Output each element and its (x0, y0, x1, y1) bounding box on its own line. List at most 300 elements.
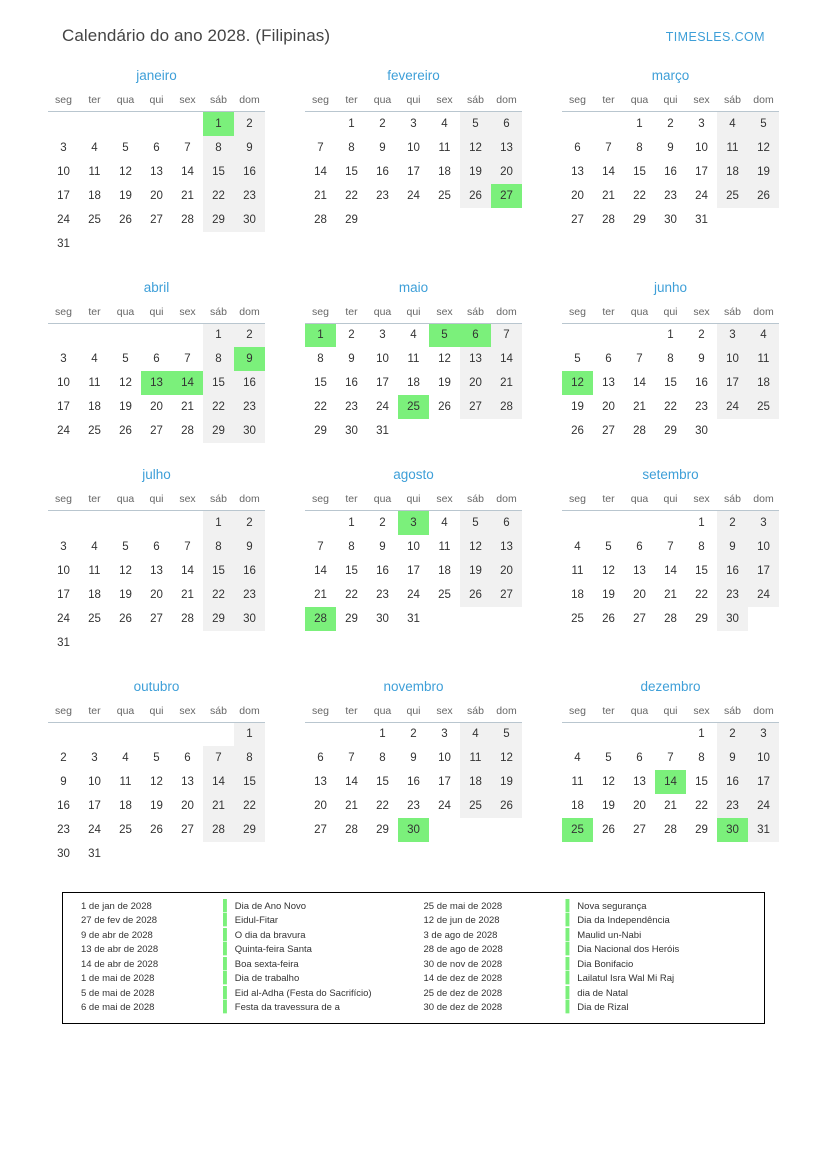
empty-cell (717, 419, 748, 443)
day-cell: 11 (717, 136, 748, 160)
weekday-header: dom (748, 303, 779, 324)
weekday-header: sáb (203, 702, 234, 723)
weekday-header: ter (593, 91, 624, 112)
week-row (48, 535, 265, 559)
day-cell: 18 (460, 770, 491, 794)
day-cell: 22 (345, 588, 358, 601)
week-row (305, 607, 522, 631)
empty-cell (79, 722, 110, 746)
day-cell: 16 (717, 559, 748, 583)
day-cell: 22 (203, 395, 234, 419)
legend-item (414, 899, 757, 914)
day-cell: 28 (491, 395, 522, 419)
empty-cell (141, 842, 172, 866)
page-title: Calendário do ano 2028. (Filipinas) (62, 26, 331, 45)
day-cell: 24 (57, 425, 70, 437)
empty-cell (234, 842, 265, 866)
day-cell: 26 (460, 583, 491, 607)
empty-cell (79, 232, 110, 256)
month-name: março (651, 68, 690, 83)
weekday-header: seg (562, 490, 593, 511)
weekday-header: qui (141, 702, 172, 723)
day-cell: 17 (376, 377, 389, 389)
day-cell: 21 (314, 588, 327, 601)
empty-cell (110, 323, 141, 347)
legend-item (414, 1001, 757, 1016)
day-cell: 1 (698, 728, 705, 741)
day-cell: 1 (203, 323, 234, 347)
day-cell: 9 (379, 141, 386, 154)
week-row (48, 232, 265, 256)
weekday-header: sáb (717, 490, 748, 511)
day-cell: 20 (314, 800, 327, 812)
day-cell: 29 (664, 425, 677, 437)
day-cell: 7 (317, 141, 324, 154)
weekday-header: seg (305, 702, 336, 723)
day-cell: 21 (602, 189, 615, 202)
day-cell: 12 (602, 564, 615, 577)
day-cell: 16 (234, 559, 265, 583)
weekday-header: seg (562, 702, 593, 723)
month-block (542, 68, 799, 256)
day-cell: 12 (460, 136, 491, 160)
day-cell: 13 (181, 776, 194, 788)
day-cell: 27 (602, 425, 615, 437)
day-cell: 10 (695, 141, 708, 154)
weekday-header: seg (305, 490, 336, 511)
day-cell: 1 (379, 728, 386, 741)
day-cell: 4 (441, 117, 448, 130)
day-cell: 31 (407, 612, 420, 625)
day-cell: 20 (491, 160, 522, 184)
day-cell: 31 (695, 213, 708, 226)
empty-cell (655, 722, 686, 746)
day-cell: 3 (91, 752, 98, 764)
week-row (48, 818, 265, 842)
day-cell: 15 (234, 770, 265, 794)
day-cell: 23 (345, 401, 358, 413)
day-cell: 14 (345, 776, 358, 788)
day-cell: 4 (122, 752, 129, 764)
legend-holiday-name: Dia de Ano Novo (234, 900, 307, 912)
day-cell-holiday: 25 (562, 818, 593, 842)
day-cell: 25 (88, 612, 101, 625)
week-row (305, 136, 522, 160)
holiday-color-swatch-icon: ▌ (223, 986, 231, 999)
day-cell: 1 (667, 329, 674, 342)
empty-cell (110, 112, 141, 136)
empty-cell (234, 232, 265, 256)
empty-cell (172, 511, 203, 535)
day-cell: 22 (633, 189, 646, 202)
day-cell: 28 (633, 425, 646, 437)
weekday-header: ter (336, 91, 367, 112)
day-cell: 11 (438, 540, 451, 553)
day-cell: 3 (748, 722, 779, 746)
weekday-header: sex (686, 303, 717, 324)
day-cell-holiday: 30 (398, 818, 429, 842)
day-cell: 25 (571, 612, 584, 625)
empty-cell (141, 112, 172, 136)
day-cell: 27 (633, 824, 646, 836)
day-cell: 16 (234, 371, 265, 395)
day-cell: 21 (664, 800, 677, 812)
week-row (562, 208, 779, 232)
day-cell: 13 (602, 377, 615, 389)
day-cell: 11 (88, 377, 101, 389)
day-cell: 9 (717, 746, 748, 770)
day-cell: 23 (664, 189, 677, 202)
holiday-color-swatch-icon: ▌ (565, 1001, 574, 1013)
empty-cell (562, 511, 593, 535)
weekday-header: ter (593, 490, 624, 511)
day-cell: 27 (181, 824, 194, 836)
day-cell: 12 (602, 776, 615, 788)
day-cell-holiday: 3 (398, 511, 429, 535)
day-cell: 29 (695, 612, 708, 625)
day-cell: 6 (153, 353, 160, 365)
day-cell: 5 (460, 112, 491, 136)
weekday-header: qua (624, 490, 655, 511)
empty-cell (429, 818, 460, 842)
day-cell: 26 (119, 213, 132, 226)
day-cell: 24 (376, 401, 389, 413)
day-cell: 14 (203, 770, 234, 794)
empty-cell (48, 323, 79, 347)
day-cell: 13 (150, 165, 163, 178)
day-cell: 24 (407, 189, 420, 202)
legend-holiday-name: Eidul-Fitar (234, 915, 279, 926)
day-cell: 19 (119, 189, 132, 202)
month-table (305, 303, 522, 444)
day-cell: 15 (203, 371, 234, 395)
day-cell: 5 (122, 141, 129, 154)
empty-cell (593, 112, 624, 136)
day-cell: 12 (119, 377, 132, 389)
day-cell: 16 (234, 160, 265, 184)
weekday-header: seg (48, 702, 79, 723)
week-row (305, 559, 522, 583)
weekday-header: qui (398, 490, 429, 511)
day-cell: 14 (314, 165, 327, 178)
day-cell: 24 (748, 794, 779, 818)
day-cell: 8 (234, 746, 265, 770)
day-cell: 17 (88, 800, 101, 812)
empty-cell (367, 208, 398, 232)
day-cell: 24 (717, 395, 748, 419)
holiday-color-swatch-icon: ▌ (565, 899, 574, 912)
day-cell-holiday: 30 (717, 818, 748, 842)
empty-cell (655, 511, 686, 535)
day-cell: 20 (181, 800, 194, 812)
month-block (285, 280, 542, 444)
day-cell: 26 (460, 184, 491, 208)
day-cell: 11 (119, 776, 132, 788)
holiday-color-swatch-icon: ▌ (565, 943, 574, 955)
day-cell: 4 (717, 112, 748, 136)
day-cell: 24 (57, 213, 70, 226)
day-cell: 18 (571, 800, 584, 812)
day-cell: 19 (119, 401, 132, 413)
empty-cell (172, 631, 203, 655)
day-cell: 7 (636, 353, 643, 365)
day-cell: 12 (119, 564, 132, 577)
week-row (48, 842, 265, 866)
legend-item (71, 957, 414, 972)
day-cell: 8 (379, 752, 386, 764)
day-cell: 7 (203, 746, 234, 770)
weekday-header: ter (336, 303, 367, 324)
weekday-header: qui (141, 91, 172, 112)
week-row (305, 184, 522, 208)
weekday-header: qua (367, 702, 398, 723)
week-row (562, 371, 779, 395)
day-cell-holiday: 1 (203, 112, 234, 136)
month-block (542, 679, 799, 867)
day-cell: 25 (438, 189, 451, 202)
week-row (562, 746, 779, 770)
weekday-header: qui (655, 702, 686, 723)
day-cell: 6 (184, 752, 191, 764)
day-cell: 11 (571, 564, 584, 577)
day-cell: 7 (184, 540, 191, 553)
month-table (48, 490, 265, 655)
legend-holiday-name: Eid al-Adha (Festa do Sacrifício) (234, 987, 372, 999)
day-cell: 9 (698, 353, 705, 365)
day-cell: 12 (119, 165, 132, 178)
day-cell: 16 (717, 770, 748, 794)
day-cell: 21 (633, 401, 646, 413)
weekday-header: sex (686, 91, 717, 112)
weekday-header: sex (429, 91, 460, 112)
day-cell: 1 (698, 516, 705, 529)
day-cell: 2 (410, 728, 417, 741)
weekday-header: seg (562, 303, 593, 324)
day-cell: 4 (441, 516, 448, 529)
day-cell: 29 (314, 425, 327, 437)
day-cell: 6 (153, 141, 160, 154)
empty-cell (110, 842, 141, 866)
empty-cell (593, 511, 624, 535)
week-row (48, 559, 265, 583)
month-name: abril (143, 279, 170, 295)
day-cell: 8 (348, 540, 355, 553)
month-name: fevereiro (387, 68, 440, 83)
weekday-header: dom (234, 303, 265, 324)
month-table (562, 303, 779, 444)
weekday-header: qua (624, 91, 655, 112)
legend-item (414, 914, 757, 929)
empty-cell (491, 208, 522, 232)
day-cell: 22 (376, 800, 389, 812)
legend-holiday-name: Boa sexta-feira (234, 958, 299, 970)
week-row (305, 770, 522, 794)
month-block (542, 280, 799, 444)
day-cell: 24 (88, 824, 101, 836)
day-cell: 28 (181, 213, 194, 226)
day-cell: 18 (438, 165, 451, 178)
weekday-header: qua (110, 303, 141, 324)
week-row (48, 511, 265, 535)
month-name: novembro (383, 678, 444, 694)
legend-item (71, 899, 414, 914)
day-cell: 28 (664, 824, 677, 836)
week-row (48, 347, 265, 371)
week-row (48, 583, 265, 607)
day-cell: 18 (88, 189, 101, 202)
weekday-header: sáb (717, 91, 748, 112)
day-cell: 23 (234, 583, 265, 607)
empty-cell (491, 607, 522, 631)
day-cell: 20 (633, 588, 646, 601)
day-cell: 17 (57, 588, 70, 601)
weekday-header: dom (234, 91, 265, 112)
legend-holiday-name: Festa da travessura de a (234, 1002, 340, 1013)
weekday-header: ter (79, 91, 110, 112)
day-cell: 8 (667, 353, 674, 365)
week-row (305, 323, 522, 347)
day-cell: 7 (667, 540, 674, 553)
empty-cell (429, 607, 460, 631)
day-cell: 2 (717, 511, 748, 535)
legend-date: 6 de mai de 2028 (81, 1002, 155, 1013)
weekday-header: qua (624, 303, 655, 324)
week-row (48, 184, 265, 208)
day-cell: 8 (698, 752, 705, 764)
day-cell: 2 (379, 117, 386, 130)
day-cell: 12 (460, 535, 491, 559)
day-cell: 29 (234, 818, 265, 842)
day-cell: 8 (203, 347, 234, 371)
day-cell: 21 (345, 800, 358, 812)
empty-cell (460, 607, 491, 631)
day-cell: 23 (234, 395, 265, 419)
day-cell: 15 (376, 776, 389, 788)
day-cell: 26 (119, 612, 132, 625)
week-row (48, 112, 265, 136)
weekday-header: seg (562, 91, 593, 112)
day-cell: 19 (491, 770, 522, 794)
day-cell: 21 (491, 371, 522, 395)
weekday-header: sex (686, 702, 717, 723)
legend-holiday-name: O dia da bravura (234, 929, 306, 941)
day-cell-holiday: 1 (305, 323, 336, 347)
legend-date: 27 de fev de 2028 (81, 915, 158, 926)
day-cell: 16 (695, 377, 708, 389)
day-cell: 17 (717, 371, 748, 395)
day-cell-holiday: 6 (460, 323, 491, 347)
legend-holiday-name: Dia da Independência (577, 915, 670, 926)
day-cell: 2 (234, 112, 265, 136)
holiday-color-swatch-icon: ▌ (565, 914, 574, 926)
empty-cell (748, 607, 779, 631)
week-row (305, 419, 522, 443)
legend-date: 25 de mai de 2028 (423, 900, 503, 912)
day-cell-holiday: 12 (562, 371, 593, 395)
day-cell: 4 (410, 329, 417, 342)
month-block (285, 679, 542, 867)
empty-cell (460, 419, 491, 443)
weekday-header: dom (748, 702, 779, 723)
day-cell: 1 (234, 722, 265, 746)
empty-cell (172, 232, 203, 256)
day-cell: 15 (345, 564, 358, 577)
holiday-color-swatch-icon: ▌ (565, 986, 574, 999)
day-cell: 10 (717, 347, 748, 371)
month-block (285, 68, 542, 256)
day-cell: 23 (717, 794, 748, 818)
day-cell: 9 (717, 535, 748, 559)
day-cell: 26 (602, 612, 615, 625)
week-row (562, 511, 779, 535)
day-cell: 7 (317, 540, 324, 553)
day-cell: 24 (438, 800, 451, 812)
weekday-header: dom (491, 303, 522, 324)
day-cell: 7 (184, 353, 191, 365)
day-cell: 6 (636, 752, 643, 764)
legend-holiday-name: Lailatul Isra Wal Mi Raj (577, 973, 675, 984)
day-cell: 8 (636, 141, 643, 154)
legend-holiday-name: Quinta-feira Santa (234, 944, 312, 955)
day-cell: 1 (203, 511, 234, 535)
empty-cell (203, 232, 234, 256)
day-cell: 21 (664, 588, 677, 601)
day-cell: 17 (438, 776, 451, 788)
day-cell: 31 (57, 636, 70, 649)
week-row (305, 347, 522, 371)
empty-cell (624, 511, 655, 535)
day-cell: 4 (574, 540, 581, 553)
day-cell: 10 (57, 564, 70, 577)
day-cell: 30 (376, 612, 389, 625)
day-cell: 19 (438, 377, 451, 389)
weekday-header: dom (491, 490, 522, 511)
day-cell: 16 (664, 165, 677, 178)
empty-cell (48, 722, 79, 746)
day-cell: 18 (407, 377, 420, 389)
week-row (562, 419, 779, 443)
day-cell: 4 (91, 141, 98, 154)
week-row (48, 607, 265, 631)
empty-cell (172, 722, 203, 746)
day-cell: 9 (348, 353, 355, 365)
day-cell: 27 (314, 824, 327, 836)
day-cell: 3 (717, 323, 748, 347)
day-cell: 11 (748, 347, 779, 371)
empty-cell (562, 722, 593, 746)
week-row (305, 722, 522, 746)
day-cell: 29 (203, 419, 234, 443)
day-cell: 28 (345, 824, 358, 836)
day-cell: 10 (407, 540, 420, 553)
day-cell: 22 (203, 583, 234, 607)
day-cell: 26 (438, 401, 451, 413)
day-cell: 5 (574, 353, 581, 365)
month-block (28, 679, 285, 867)
empty-cell (398, 419, 429, 443)
month-table (48, 702, 265, 867)
day-cell: 26 (491, 794, 522, 818)
month-table (562, 91, 779, 232)
day-cell: 6 (153, 540, 160, 553)
week-row (305, 208, 522, 232)
day-cell: 17 (748, 559, 779, 583)
day-cell-holiday: 28 (305, 607, 336, 631)
empty-cell (429, 419, 460, 443)
day-cell: 17 (748, 770, 779, 794)
weekday-header: sex (172, 303, 203, 324)
day-cell: 12 (491, 746, 522, 770)
